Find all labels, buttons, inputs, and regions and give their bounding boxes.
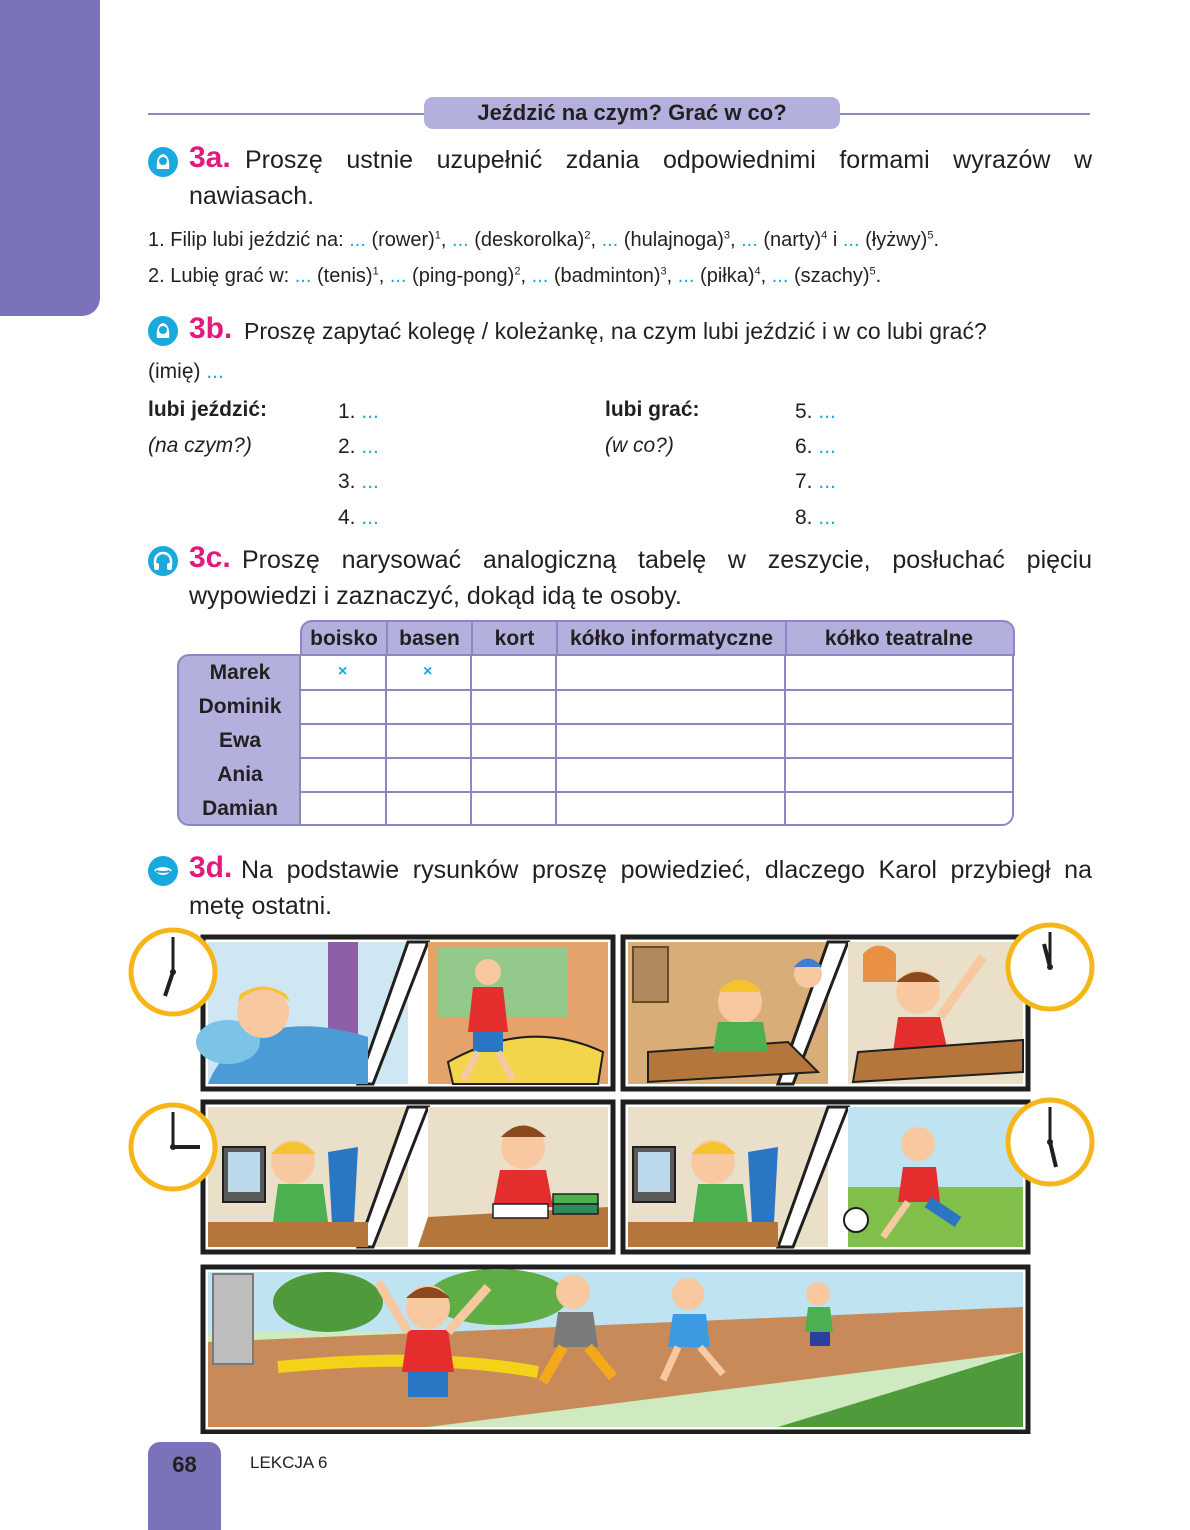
blank: ... (842, 229, 860, 251)
column-divider (385, 656, 387, 824)
blank: ... (361, 470, 379, 493)
panel-classroom (623, 937, 1028, 1089)
answer-line (338, 470, 379, 494)
panel-race-finish (203, 1267, 1028, 1432)
answer-line (338, 435, 379, 459)
right-sublabel: (w co?) (605, 434, 674, 457)
row-header: Dominik (198, 695, 282, 718)
blank: ... (361, 400, 379, 423)
answer-line (795, 400, 836, 424)
exercise-3a-number: 3a. (189, 141, 231, 174)
column-divider (555, 656, 557, 824)
row-header-column (177, 654, 301, 826)
word: (hulajnoga) (623, 229, 724, 251)
answer-number: 2. (338, 435, 356, 458)
blank: ... (818, 506, 836, 529)
row-header: Ewa (218, 729, 262, 752)
blank: ... (818, 435, 836, 458)
blank: ... (818, 400, 836, 423)
footnote: 3 (723, 229, 730, 242)
answer-number: 1. (338, 400, 356, 423)
footnote: 3 (660, 265, 667, 278)
blank: ... (771, 265, 789, 287)
exercise-3a-line-2: 2. Lubię grać w: ... (tenis)$^1$, ... (ping-pong)$^2$, ... (badminton)$^3$, ... (piłka)$^4$, ... (szachy)$^5$. (148, 265, 882, 287)
footnote: 5 (927, 229, 934, 242)
conjunction: i (832, 229, 838, 251)
blank: ... (361, 506, 379, 529)
answer-number: 5. (795, 400, 813, 423)
row-divider (301, 723, 1012, 725)
table-grid (299, 654, 1014, 826)
page-number: 68 (172, 1452, 197, 1477)
row-header: Marek (209, 661, 271, 684)
answer-line (795, 435, 836, 459)
left-label: lubi jeździć: (148, 398, 268, 421)
blank: ... (601, 229, 619, 251)
answer-number: 4. (338, 506, 356, 529)
answer-number: 3. (338, 470, 356, 493)
line-prefix: 2. Lubię grać w: (148, 265, 295, 287)
speaking-head-icon (148, 147, 178, 177)
left-sublabel: (na czym?) (148, 434, 252, 457)
exercise-3a-line-1: 1. Filip lubi jeździć na: ... (rower)$^1$, ... (deskorolka)$^2$, ... (hulajnoga)$^3$, ... (narty)$^4$ i ... (łyżwy)$^5$. (148, 229, 939, 251)
answer-line (338, 506, 379, 530)
footnote: 2 (584, 229, 591, 242)
row-header: Damian (202, 797, 278, 820)
clock-icon (1008, 925, 1092, 1009)
answer-line (795, 470, 836, 494)
blank: ... (677, 265, 695, 287)
side-tab (0, 0, 100, 316)
column-header: basen (399, 627, 460, 650)
word: (łyżwy) (865, 229, 928, 251)
exercise-3b-number: 3b. (189, 312, 233, 345)
column-header: kółko informatyczne (569, 627, 774, 650)
answer-number: 8. (795, 506, 813, 529)
word: (deskorolka) (474, 229, 585, 251)
blank: ... (294, 265, 312, 287)
blank: ... (361, 435, 379, 458)
name-label: (imię) (148, 360, 201, 383)
table-mark: × (338, 663, 348, 680)
name-line (148, 360, 224, 384)
blank: ... (452, 229, 469, 251)
word: (piłka) (700, 265, 755, 287)
clock-icon (1008, 1100, 1092, 1184)
exercise-3d-instruction: Na podstawie rysunków proszę powiedzieć, dlaczego Karol przybiegł na metę ostatni. (189, 856, 1092, 920)
exercise-3c-number: 3c. (189, 541, 231, 574)
column-divider (470, 656, 472, 824)
blank: ... (818, 470, 836, 493)
footnote: 4 (821, 229, 828, 242)
blank: ... (741, 229, 758, 251)
blank: ... (206, 360, 224, 383)
answer-number: 7. (795, 470, 813, 493)
blank: ... (389, 265, 407, 287)
word: (tenis) (316, 265, 373, 287)
row-divider (301, 689, 1012, 691)
exercise-3c-instruction: Proszę narysować analogiczną tabelę w zeszycie, posłuchać pięciu wypowiedzi i zaznaczyć, dokąd idą te osoby. (189, 546, 1092, 610)
blank: ... (531, 265, 549, 287)
column-header: boisko (310, 627, 378, 650)
answer-line (338, 400, 379, 424)
lesson-label: LEKCJA 6 (250, 1453, 328, 1472)
footnote: 4 (754, 265, 761, 278)
line-prefix: 1. Filip lubi jeździć na: (148, 229, 350, 251)
column-divider (784, 656, 786, 824)
word: (szachy) (793, 265, 870, 287)
comic-story-illustration (128, 922, 1098, 1434)
row-divider (301, 791, 1012, 793)
table-header (300, 620, 1015, 656)
column-header: kółko teatralne (824, 627, 974, 650)
exercise-3d-number: 3d. (189, 851, 233, 884)
speaking-mouth-icon (148, 856, 178, 886)
right-label: lubi grać: (605, 398, 700, 421)
footnote: 1 (434, 229, 441, 242)
panel-waking-up (196, 937, 613, 1089)
headphones-icon (148, 546, 178, 576)
word: (rower) (371, 229, 435, 251)
row-divider (301, 757, 1012, 759)
footnote: 5 (869, 265, 876, 278)
section-title: Jeździć na czym? Grać w co? (424, 97, 840, 129)
word: (narty) (763, 229, 822, 251)
page-number-tab (148, 1442, 221, 1530)
footnote: 2 (514, 265, 521, 278)
panel-gaming-and-football (623, 1102, 1028, 1252)
exercise-3b-instruction: Proszę zapytać kolegę / koleżankę, na czym lubi jeździć i w co lubi grać? (244, 318, 987, 344)
table-mark: × (423, 663, 433, 680)
word: (ping-pong) (412, 265, 515, 287)
clock-icon (131, 1105, 215, 1189)
blank: ... (349, 229, 366, 251)
clock-icon (131, 930, 215, 1014)
answer-line (795, 506, 836, 530)
speaking-head-icon (148, 316, 178, 346)
exercise-3a-instruction: Proszę ustnie uzupełnić zdania odpowiednimi formami wyrazów w nawiasach. (189, 146, 1092, 210)
panel-gaming-and-homework (203, 1102, 613, 1252)
footnote: 1 (372, 265, 379, 278)
word: (badminton) (553, 265, 661, 287)
column-header: kort (494, 627, 535, 650)
answer-number: 6. (795, 435, 813, 458)
row-header: Ania (217, 763, 263, 786)
